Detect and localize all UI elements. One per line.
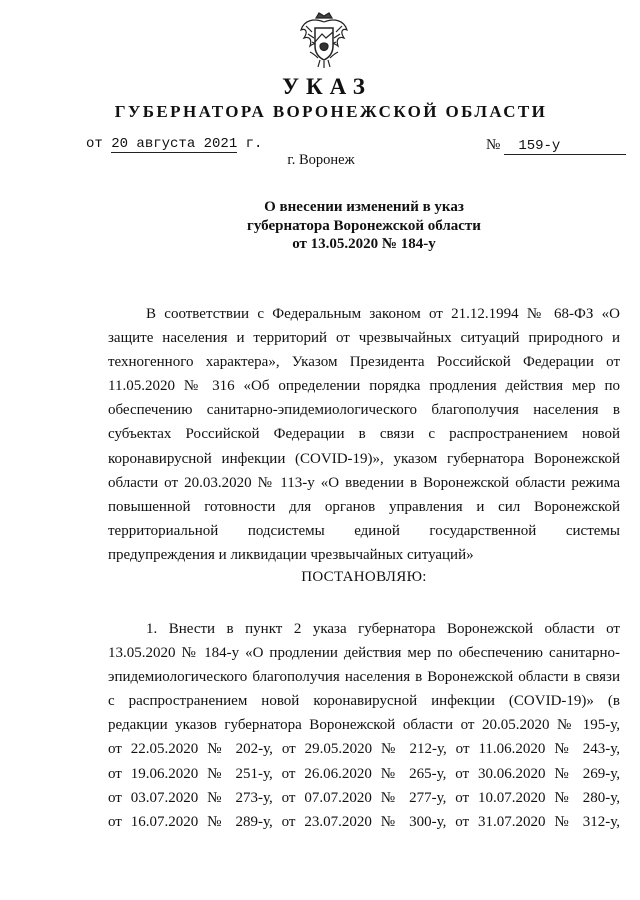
subject-line: губернатора Воронежской области (247, 217, 481, 234)
document-subtitle: ГУБЕРНАТОРА ВОРОНЕЖСКОЙ ОБЛАСТИ (114, 102, 548, 121)
paragraph-line: коронавирусной инфекции (COVID-19)», указом губернатора Воронежской (108, 450, 620, 467)
paragraph-line: от 16.07.2020 № 289-у, от 23.07.2020 № 300-у, от 31.07.2020 № 312-у, (108, 813, 620, 830)
document-number: 159-у (504, 138, 626, 155)
city: г. Воронеж (287, 152, 355, 168)
document-subject (0, 198, 640, 254)
paragraph-line: редакции указов губернатора Воронежской области от 20.05.2020 № 195-у, (108, 717, 620, 734)
paragraph-line: 1. Внести в пункт 2 указа губернатора Воронежской области от (146, 621, 620, 637)
paragraph-line: В соответствии с Федеральным законом от 21.12.1994 № 68-ФЗ «О (146, 306, 620, 322)
preamble-paragraph (108, 302, 620, 567)
subject-line: от 13.05.2020 № 184-у (292, 236, 436, 252)
paragraph-line: от 22.05.2020 № 202-у, от 29.05.2020 № 212-у, от 11.06.2020 № 243-у, (108, 741, 620, 758)
number-prefix: № (486, 137, 501, 153)
paragraph-line: техногенного характера», Указом Президента Российской Федерации от (108, 354, 620, 371)
item-1-paragraph (108, 617, 620, 834)
paragraph-line: обеспечению санитарно-эпидемиологического благополучия населения в (108, 402, 620, 419)
document-title: УКАЗ (282, 74, 372, 99)
paragraph-line: защите населения и территорий от чрезвычайных ситуаций природного и (108, 330, 620, 347)
decree-word: ПОСТАНОВЛЯЮ: (301, 569, 427, 585)
paragraph-line: от 03.07.2020 № 273-у, от 07.07.2020 № 277-у, от 10.07.2020 № 280-у, (108, 789, 620, 806)
document-date: 20 августа 2021 (111, 136, 238, 152)
voronezh-coat-of-arms-icon (298, 12, 350, 70)
paragraph-line: повышенной готовности для органов управления и сил Воронежской (108, 498, 620, 515)
document-date-line (86, 136, 262, 153)
paragraph-line: области от 20.03.2020 № 113-у «О введении в Воронежской области режима (108, 474, 620, 491)
paragraph-line: 13.05.2020 № 184-у «О продлении действия мер по обеспечению санитарно- (108, 645, 620, 662)
paragraph-line: от 19.06.2020 № 251-у, от 26.06.2020 № 265-у, от 30.06.2020 № 269-у, (108, 765, 620, 782)
subject-line: О внесении изменений в указ (264, 199, 464, 215)
paragraph-line: субъектах Российской Федерации в связи с распространением новой (108, 426, 620, 443)
date-prefix: от (86, 136, 103, 152)
paragraph-line: территориальной подсистемы единой государственной системы (108, 522, 620, 539)
date-suffix: г. (245, 136, 263, 152)
paragraph-line: с распространением новой коронавирусной инфекции (COVID-19)» (в (108, 693, 620, 710)
paragraph-line: эпидемиологического благополучия населения в Воронежской области в связи (108, 669, 620, 686)
paragraph-line: 11.05.2020 № 316 «Об определении порядка продления действия мер по (108, 378, 620, 395)
paragraph-line: предупреждения и ликвидации чрезвычайных ситуаций» (108, 546, 474, 563)
